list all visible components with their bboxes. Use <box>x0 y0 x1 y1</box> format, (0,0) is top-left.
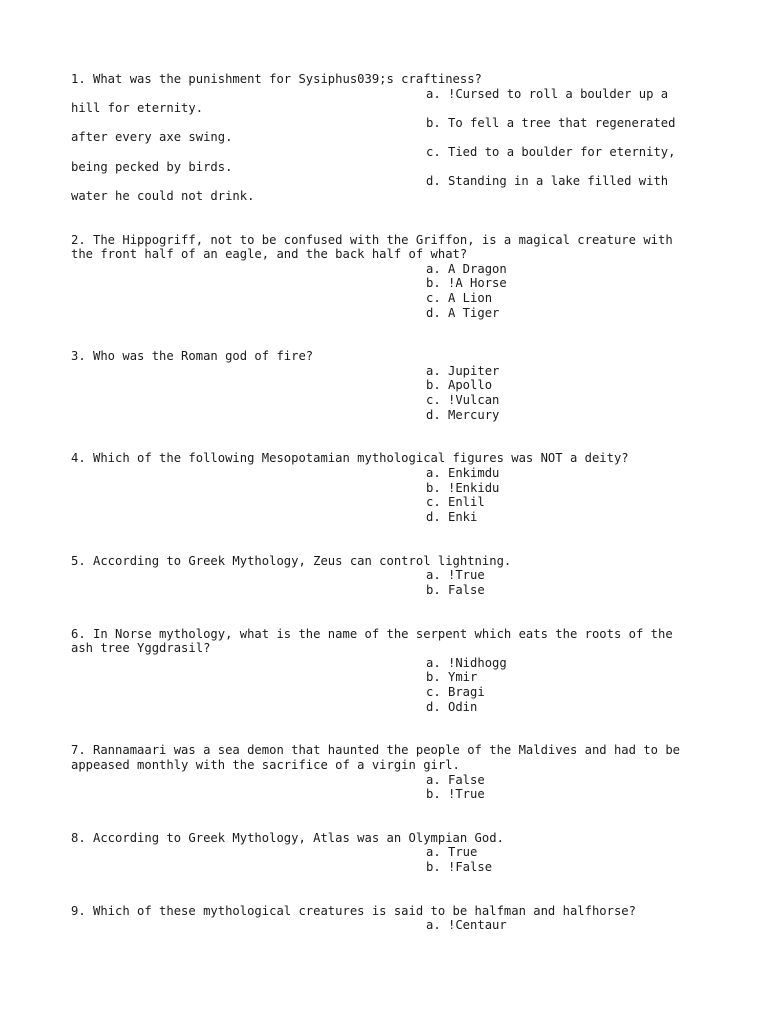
blank-line <box>71 597 711 612</box>
blank-line <box>71 203 711 218</box>
answer-option: d. Enki <box>426 509 478 524</box>
answer-option: d. Odin <box>426 699 478 714</box>
answer-option: b. !A Horse <box>426 276 507 291</box>
question-text: 8. According to Greek Mythology, Atlas was an Olympian God. <box>71 830 504 845</box>
answer-option: b. !Enkidu <box>426 480 500 495</box>
wrapped-line: water he could not drink. <box>71 188 255 203</box>
question-text: 5. According to Greek Mythology, Zeus can control lightning. <box>71 553 512 568</box>
blank-line <box>71 729 711 744</box>
answer-option: b. !True <box>426 787 485 802</box>
answer-option: c. Enlil <box>426 495 485 510</box>
answer-option: b. Apollo <box>426 378 493 393</box>
answer-option: c. Bragi <box>426 684 485 699</box>
answer-option: a. !Nidhogg <box>426 655 507 670</box>
wrapped-line: being pecked by birds. <box>71 159 233 174</box>
blank-line <box>71 524 711 539</box>
answer-option: a. !Centaur <box>426 918 507 933</box>
question-text: 9. Which of these mythological creatures is said to be halfman and halfhorse? <box>71 903 636 918</box>
question-text: 3. Who was the Roman god of fire? <box>71 349 314 364</box>
document-page <box>71 72 711 933</box>
blank-line <box>71 422 711 437</box>
wrapped-line: ash tree Yggdrasil? <box>71 641 211 656</box>
answer-option: b. False <box>426 582 485 597</box>
wrapped-line: the front half of an eagle, and the back half of what? <box>71 247 468 262</box>
blank-line <box>71 320 711 335</box>
blank-line <box>71 816 711 831</box>
question-text: 7. Rannamaari was a sea demon that haunted the people of the Maldives and had to be <box>71 743 681 758</box>
answer-option: a. Jupiter <box>426 363 500 378</box>
blank-line <box>71 335 711 350</box>
answer-option: b. !False <box>426 860 493 875</box>
question-text: 6. In Norse mythology, what is the name of the serpent which eats the roots of the <box>71 626 673 641</box>
answer-option: d. Mercury <box>426 407 500 422</box>
answer-option: a. !Cursed to roll a boulder up a <box>426 86 669 101</box>
answer-option: c. Tied to a boulder for eternity, <box>426 144 676 159</box>
blank-line <box>71 437 711 452</box>
answer-option: d. A Tiger <box>426 305 500 320</box>
answer-option: b. To fell a tree that regenerated <box>426 115 676 130</box>
blank-line <box>71 875 711 890</box>
blank-line <box>71 612 711 627</box>
blank-line <box>71 802 711 817</box>
blank-line <box>71 218 711 233</box>
wrapped-line: appeased monthly with the sacrifice of a virgin girl. <box>71 757 460 772</box>
answer-option: a. False <box>426 772 485 787</box>
answer-option: c. A Lion <box>426 290 493 305</box>
blank-line <box>71 714 711 729</box>
answer-option: c. !Vulcan <box>426 393 500 408</box>
question-text: 1. What was the punishment for Sysiphus039;s craftiness? <box>71 72 482 86</box>
question-text: 2. The Hippogriff, not to be confused with the Griffon, is a magical creature with <box>71 232 673 247</box>
blank-line <box>71 889 711 904</box>
wrapped-line: after every axe swing. <box>71 130 233 145</box>
blank-line <box>71 539 711 554</box>
question-text: 4. Which of the following Mesopotamian mythological figures was NOT a deity? <box>71 451 629 466</box>
wrapped-line: hill for eternity. <box>71 101 204 116</box>
answer-option: a. A Dragon <box>426 261 507 276</box>
answer-option: a. Enkimdu <box>426 466 500 481</box>
answer-option: d. Standing in a lake filled with <box>426 174 669 189</box>
answer-option: a. True <box>426 845 478 860</box>
answer-option: b. Ymir <box>426 670 478 685</box>
answer-option: a. !True <box>426 568 485 583</box>
